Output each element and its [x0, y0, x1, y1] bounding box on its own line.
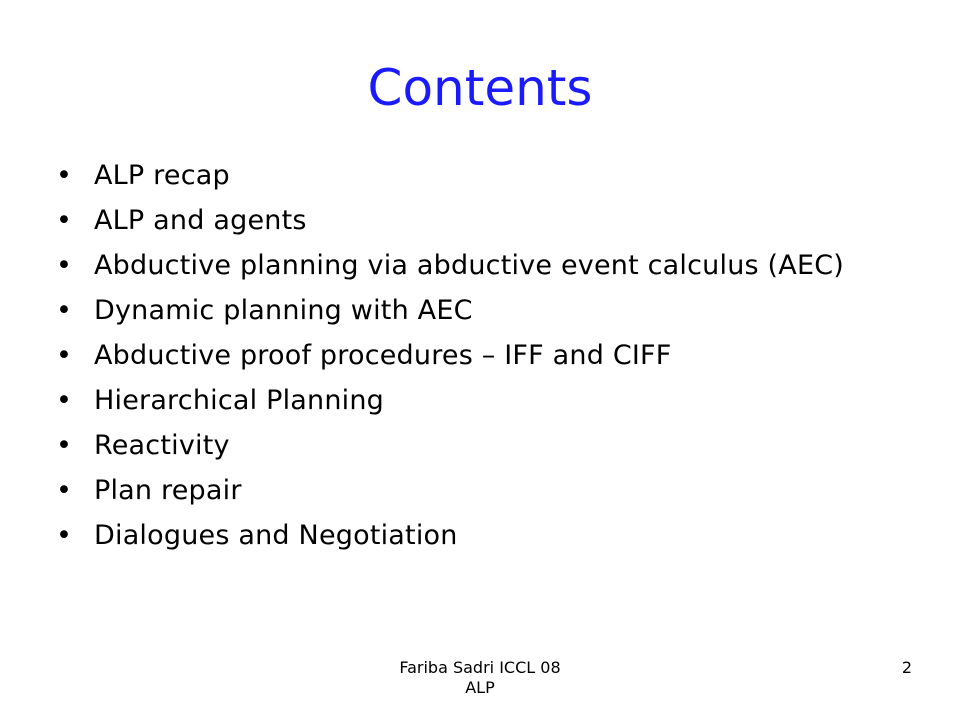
bullet-item: • Abductive proof procedures – IFF and CIFF: [56, 340, 916, 371]
bullet-item: • Dialogues and Negotiation: [56, 520, 916, 551]
bullet-item: • Reactivity: [56, 430, 916, 461]
bullet-item: • Hierarchical Planning: [56, 385, 916, 416]
bullet-item: • Dynamic planning with AEC: [56, 295, 916, 326]
page-number: 2: [901, 658, 912, 677]
footer-topic-line: ALP: [465, 678, 495, 697]
bullet-item: • Plan repair: [56, 475, 916, 506]
footer-author-line: Fariba Sadri ICCL 08: [399, 658, 561, 677]
bullet-item: • Abductive planning via abductive event calculus (AEC): [56, 250, 916, 281]
bullet-list: [56, 160, 916, 565]
footer-author: [360, 658, 600, 698]
slide-title: Contents: [367, 59, 593, 117]
bullet-item: • ALP and agents: [56, 205, 916, 236]
bullet-item: • ALP recap: [56, 160, 916, 191]
